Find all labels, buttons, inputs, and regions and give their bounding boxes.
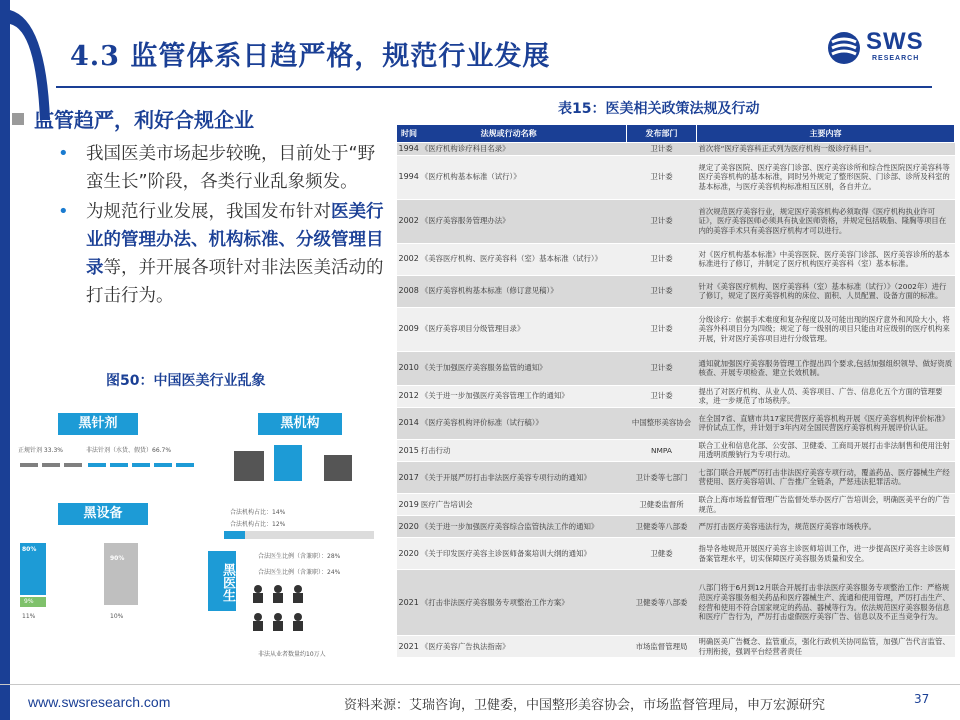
bullet-text: 我国医美市场起步较晚，目前处于“野蛮生长”阶段，各类行业乱象频发。: [86, 144, 376, 192]
equip-pct-90: 90%: [110, 555, 125, 562]
cell-year: 1994: [398, 144, 419, 153]
cell-content: 规定了美容医院、医疗美容门诊部、医疗美容诊所和综合性医院医疗美容科等医疗美容机构的基本标准，同时另外规定了整形医院、门诊部、诊所及科室的基本标准，与医疗美容机构标准相互区别，各自并立。: [697, 155, 955, 199]
org-legal-share-1: 合法机构占比：14%: [230, 509, 286, 516]
cell-dept: 市场监督管理局: [627, 636, 697, 658]
table-row: [397, 493, 955, 515]
equip-pct-9: 9%: [24, 598, 34, 605]
cell-year-name: [397, 243, 627, 275]
table-row: [397, 307, 955, 351]
cell-year: 2017: [398, 472, 419, 482]
table-row: [397, 243, 955, 275]
cell-name: 医疗广告培训会: [420, 499, 473, 509]
cell-year: 2002: [398, 254, 419, 264]
black-equip-label: 黑设备: [58, 503, 148, 525]
cell-content: 七部门联合开展严厉打击非法医疗美容专项行动，覆盖药品、医疗器械生产经营使用、医疗美容培训、广告推广全链条，严惩违法犯罪活动。: [697, 461, 955, 493]
cell-name: 《医疗美容项目分级管理目录》: [420, 324, 525, 334]
cell-dept: 卫计委: [627, 199, 697, 243]
cell-year-name: [397, 570, 627, 636]
cell-dept: 卫计委: [627, 351, 697, 385]
logo-subtext: RESEARCH: [872, 55, 920, 62]
table-row: [397, 439, 955, 461]
cell-year: 2012: [398, 391, 419, 401]
cell-content: 通知就加强医疗美容服务管理工作提出四个要求,包括加强组织领导、做好资质核查、开展专项检查、建立长效机制。: [697, 351, 955, 385]
cell-name: 《关于开展严厉打击非法医疗美容专项行动的通知》: [420, 472, 591, 482]
header-time: 时间: [401, 129, 417, 138]
cell-dept: 卫计委: [627, 307, 697, 351]
cell-name: 打击行动: [420, 445, 451, 455]
black-drug-illegal-text: 非法针剂（水货、假货）66.7%: [86, 447, 172, 454]
org-legal-share-2: 合法机构占比：12%: [230, 521, 286, 528]
cell-dept: 卫计委: [627, 275, 697, 307]
cell-year-name: [397, 493, 627, 515]
table-row: [397, 461, 955, 493]
cell-dept: 卫健委监督所: [627, 493, 697, 515]
cell-year-name: [397, 307, 627, 351]
cell-dept: 卫计委等七部门: [627, 461, 697, 493]
cell-year: 2021: [398, 597, 419, 607]
table-row: [397, 199, 955, 243]
header-time-and-name: [397, 125, 627, 143]
cell-name: 《医疗美容服务管理办法》: [420, 216, 510, 226]
cell-content: 联合工业和信息化部、公安部、卫健委、工商局开展打击非法制售和使用注射用透明质酸钠行为专项行动。: [697, 439, 955, 461]
table-title: 表15：医美相关政策法规及行动: [558, 101, 760, 117]
cell-name: 《医疗美容机构评价标准（试行稿）》: [420, 418, 543, 428]
cell-dept: NMPA: [627, 439, 697, 461]
policy-table: [396, 124, 955, 658]
cell-content: 联合上海市场监督管理广告监督处举办医疗广告培训会，明确医美平台的广告规范。: [697, 493, 955, 515]
cell-name: 《关于进一步加强医疗美容管理工作的通知》: [420, 391, 569, 401]
bullet-list: [56, 140, 386, 312]
cell-content: 严厉打击医疗美容违法行为，规范医疗美容市场秩序。: [697, 516, 955, 538]
syringe-row-icon: [18, 457, 198, 473]
black-drug-label: 黑针剂: [58, 413, 138, 435]
cell-dept: 卫计委: [627, 155, 697, 199]
square-bullet-icon: [12, 113, 24, 125]
cell-year-name: [397, 199, 627, 243]
cell-year-name: [397, 636, 627, 658]
cell-name: 《医疗美容广告执法指南》: [420, 641, 510, 651]
title-underline: [56, 86, 932, 88]
cell-year-name: [397, 461, 627, 493]
bullet-text-bold: 医美行业的管理办法、机构标准、分级管理目录: [86, 202, 384, 278]
black-doctor-label: 黑医生: [208, 551, 236, 611]
table-row: [397, 143, 955, 156]
black-org-label: 黑机构: [258, 413, 342, 435]
footer-divider: [0, 684, 960, 685]
logo-text: SWS: [866, 28, 924, 55]
doctor-people-icons: [250, 583, 370, 643]
cell-year-name: [397, 407, 627, 439]
cell-year: 2010: [398, 363, 419, 373]
section-heading: [12, 104, 254, 133]
cell-dept: 卫健委等八部委: [627, 570, 697, 636]
cell-name: 《打击非法医疗美容服务专项整治工作方案》: [420, 597, 569, 607]
industry-chaos-infographic: [14, 405, 386, 675]
bullet-item: [56, 140, 386, 196]
doctor-legal-share-2: 合法医生比例（含兼职）：24%: [258, 569, 341, 576]
cell-content: 分级诊疗：依据手术难度和复杂程度以及可能出现的医疗意外和风险大小，将美容外科项目分为四级；规定了每一级别的项目只能由对应级别的医疗机构来开展，针对医疗美容项目进行分级管理。: [697, 307, 955, 351]
cell-name: 《关于进一步加强医疗美容综合监管执法工作的通知》: [420, 521, 599, 531]
footer-website-link[interactable]: www.swsresearch.com: [28, 694, 171, 710]
cell-name: 《医疗机构诊疗科目名录》: [420, 144, 510, 153]
cell-year-name: [397, 275, 627, 307]
page-number: 37: [914, 692, 930, 706]
building-icons: [224, 441, 384, 485]
cell-year-name: [397, 155, 627, 199]
org-bar-fill: [224, 531, 245, 539]
cell-name: 《关于印发医疗美容主诊医师备案培训大纲的通知》: [420, 548, 591, 558]
cell-content: 明确医美广告概念、监管重点，强化行政机关协同监管，加强广告代言监管、行刑衔接，强调平台经营者责任: [697, 636, 955, 658]
cell-year: 1994: [398, 172, 419, 182]
table-row: [397, 155, 955, 199]
bullet-item: [56, 198, 386, 310]
bullet-text-post: 等，并开展各项针对非法医美活动的打击行为。: [86, 258, 384, 306]
equip-pct-80: 80%: [22, 546, 37, 553]
org-bar-bg: [224, 531, 374, 539]
cell-content: 首次将“医疗美容科正式列为医疗机构一级诊疗科目”。: [697, 143, 955, 156]
cell-year-name: [397, 538, 627, 570]
cell-year-name: [397, 385, 627, 407]
source-note: 资料来源：艾瑞咨询，卫健委，中国整形美容协会，市场监督管理局，申万宏源研究: [344, 698, 826, 713]
cell-year: 2009: [398, 324, 419, 334]
header-dept: 发布部门: [627, 125, 697, 143]
table-row: [397, 407, 955, 439]
equip-pct-10: 10%: [110, 613, 124, 620]
cell-content: 指导各地规范开展医疗美容主诊医师培训工作，进一步提高医疗美容主诊医师备案管理水平，切实保障医疗美容服务质量和安全。: [697, 538, 955, 570]
cell-year: 2019: [398, 499, 419, 509]
table-row: [397, 516, 955, 538]
header-name: 法规或行动名称: [480, 129, 537, 138]
cell-year-name: [397, 516, 627, 538]
cell-content: 八部门将于6月到12月联合开展打击非法医疗美容服务专项整治工作：严格规范医疗美容服务相关药品和医疗器械生产、流通和使用管理，严厉打击生产、经营和使用不符合国家规定的药品、器械等行为。依法规范医疗美容服务信息和医疗广告行为，严厉打击虚假医疗美容广告、信息以及不正当竞争行为。: [697, 570, 955, 636]
header-content: 主要内容: [697, 125, 955, 143]
cell-year-name: [397, 439, 627, 461]
cell-content: 首次规范医疗美容行业，规定医疗美容机构必须取得《医疗机构执业许可证》，医疗美容医师必须具有执业医师资格，并规定包括吸脂、隆胸等项目在内的美容手术只有美容医疗机构才可以进行。: [697, 199, 955, 243]
cell-content: 在全国7省、直辖市共17家民营医疗美容机构开展《医疗美容机构评价标准》评价试点工作，并计划于3年内对全国民营医疗美容机构开展评价认证。: [697, 407, 955, 439]
cell-content: 对《医疗机构基本标准》中美容医院、医疗美容门诊部、医疗美容诊所的基本标准进行了修订，并制定了医疗机构医疗美容科（室）基本标准。: [697, 243, 955, 275]
cell-year: 2002: [398, 216, 419, 226]
cell-dept: 卫健委等八部委: [627, 516, 697, 538]
cell-year: 2020: [398, 521, 419, 531]
cell-dept: 卫健委: [627, 538, 697, 570]
equip-pct-11: 11%: [22, 613, 36, 620]
bullet-dot-icon: •: [58, 143, 69, 164]
table-row: [397, 570, 955, 636]
page-title: 4.3 监管体系日趋严格，规范行业发展: [70, 41, 551, 72]
cell-dept: 中国整形美容协会: [627, 407, 697, 439]
table-row: [397, 351, 955, 385]
black-drug-legit-text: 正规针剂 33.3%: [18, 447, 63, 454]
cell-name: 《医疗机构基本标准（试行）》: [420, 172, 521, 182]
cell-content: 提出了对医疗机构、从业人员、美容项目、广告、信息化五个方面的管理要求，进一步规范了市场秩序。: [697, 385, 955, 407]
table-row: [397, 385, 955, 407]
section-title: 监管趋严，利好合规企业: [34, 108, 254, 132]
doctor-illegal-count: 非法从业者数量约10万人: [258, 651, 326, 658]
table-row: [397, 636, 955, 658]
cell-year: 2020: [398, 548, 419, 558]
left-accent-bar: [0, 0, 10, 720]
cell-year: 2021: [398, 641, 419, 651]
table-row: [397, 538, 955, 570]
bullet-dot-icon: •: [58, 201, 69, 222]
figure-caption: 图50：中国医美行业乱象: [106, 373, 266, 389]
cell-name: 《关于加强医疗美容服务监管的通知》: [420, 363, 547, 373]
cell-dept: 卫计委: [627, 385, 697, 407]
cell-content: 针对《美容医疗机构、医疗美容科（室）基本标准（试行）》（2002年）进行了修订，规定了医疗美容机构的床位、面积、人员配置、设备方面的标准。: [697, 275, 955, 307]
table-row: [397, 275, 955, 307]
cell-year: 2008: [398, 286, 419, 296]
equip-bar-90: [104, 543, 138, 605]
cell-dept: 卫计委: [627, 243, 697, 275]
doctor-legal-share-1: 合法医生比例（含兼职）：28%: [258, 553, 341, 560]
cell-year: 2014: [398, 418, 419, 428]
cell-year-name: [397, 143, 627, 156]
table-header-row: [397, 125, 955, 143]
cell-year-name: [397, 351, 627, 385]
cell-year: 2015: [398, 445, 419, 455]
cell-name: 《美容医疗机构、医疗美容科（室）基本标准（试行）》: [420, 254, 602, 264]
cell-dept: 卫计委: [627, 143, 697, 156]
bullet-text-pre: 为规范行业发展，我国发布针对: [86, 202, 331, 222]
cell-name: 《医疗美容机构基本标准（修订意见稿）》: [420, 286, 558, 296]
